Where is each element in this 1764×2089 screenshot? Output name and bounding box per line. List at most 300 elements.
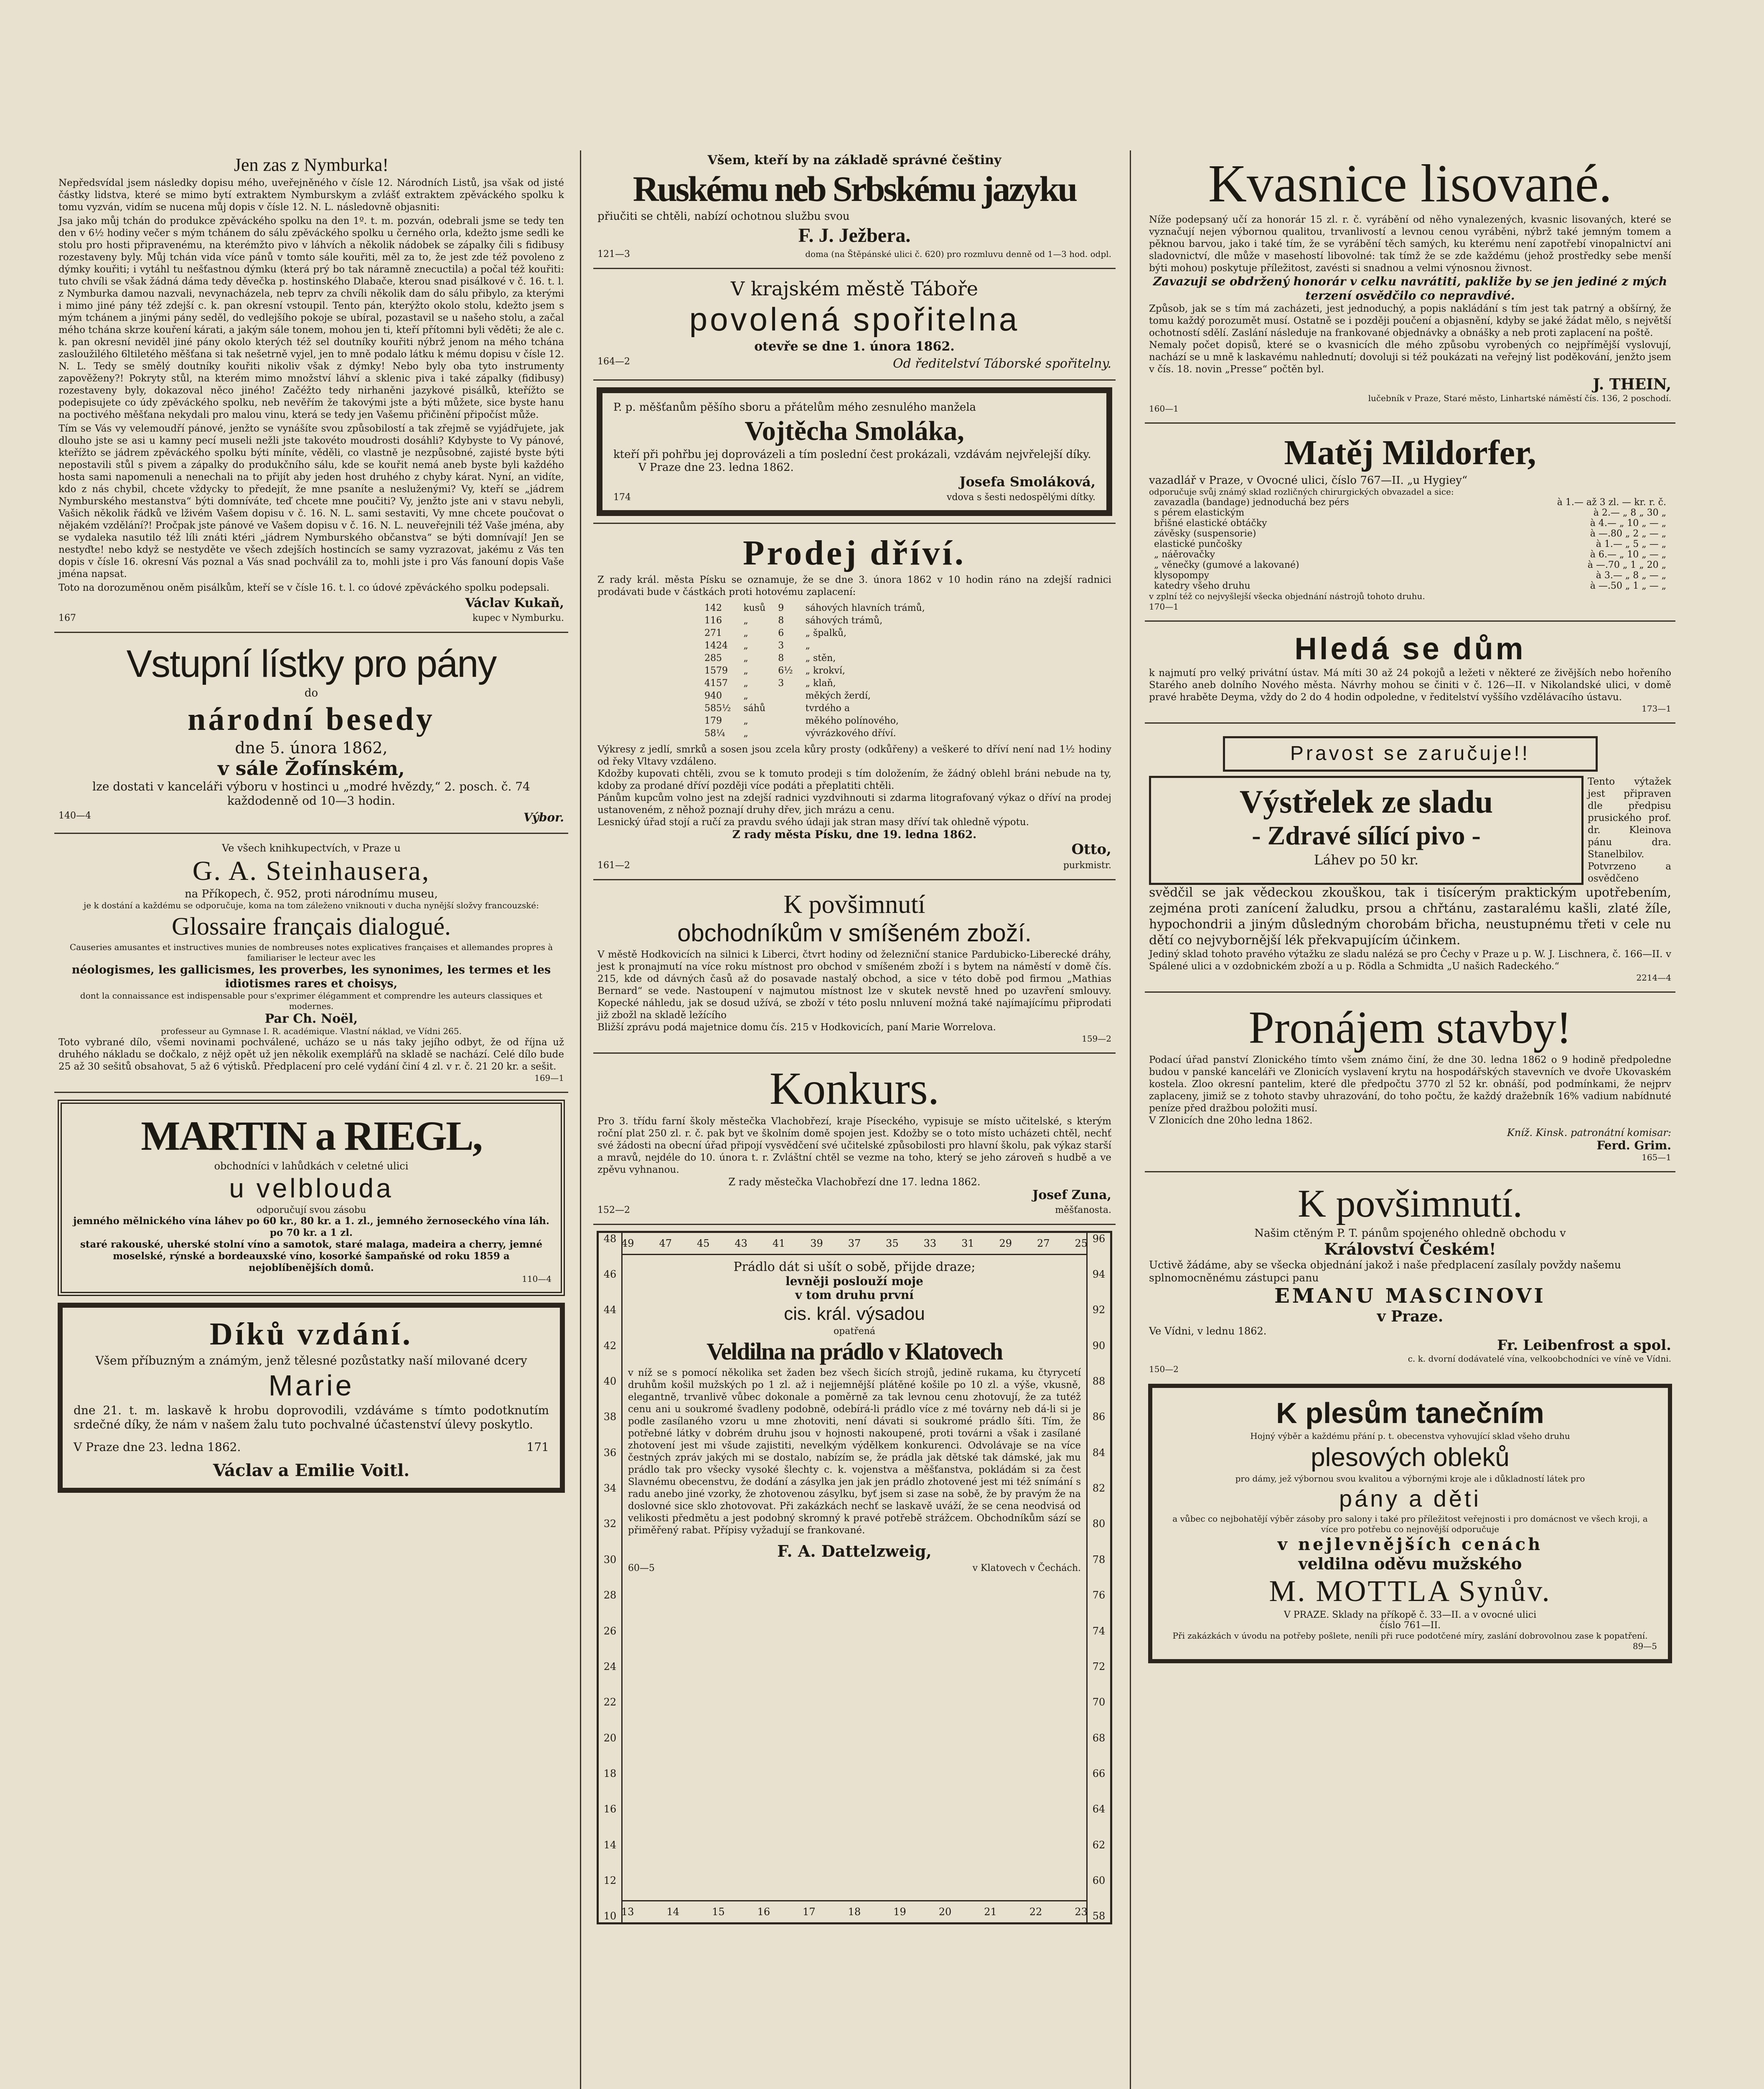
ad-martin-riegl [58, 1100, 565, 1296]
table-cell: „ náěrovačky [1154, 549, 1215, 560]
table-cell: 1424 [704, 640, 728, 651]
ad-jezbera [593, 150, 1116, 262]
table-row [1149, 570, 1671, 581]
table-cell: „ [743, 640, 748, 651]
diky-text2: dne 21. t. m. laskavě k hrobu doprovodili, vzdáváme s tímto podotknutím srdečné díky, že nám v našem žalu tuto pochvalné účastenství úlevy poskytlo. [74, 1403, 549, 1432]
pravost-title: Pravost se zaručuje!! [1290, 742, 1530, 765]
table-cell: 585½ [704, 703, 731, 714]
ruler-number: 76 [1092, 1589, 1106, 1601]
ruler-number: 20 [603, 1732, 617, 1744]
mildorfer-text2: odporučuje svůj známý sklad rozličných chirurgických obvazadel a sice: [1149, 486, 1454, 497]
nymburk-sign: Václav Kukaň, [465, 596, 564, 611]
diky-date: V Praze dne 23. ledna 1862. [74, 1440, 241, 1454]
table-cell: 116 [704, 615, 722, 626]
ruler-number: 21 [984, 1906, 997, 1918]
konkurs-title: Konkurs. [769, 1063, 940, 1114]
ruler-number: 19 [893, 1906, 906, 1918]
table-cell: 1579 [704, 666, 728, 676]
ad-mildorfer [1145, 429, 1675, 614]
ad-drivi [593, 530, 1116, 873]
table-cell [772, 715, 798, 727]
ruler-number: 94 [1092, 1268, 1106, 1280]
table-cell [772, 690, 798, 702]
table-row [699, 678, 931, 689]
table-cell: 285 [704, 653, 722, 664]
tabor-title: povolená spořitelna [689, 300, 1020, 338]
veldilna-line1: Prádlo dát si ušít o sobě, přijde draze; [733, 1259, 976, 1274]
ruler-number: 80 [1092, 1518, 1106, 1530]
table-row [699, 715, 931, 727]
table-row [699, 728, 931, 740]
kral-text2: Uctivě žádáme, aby se všecka objednání jakož i naše předplacení zasílaly povždy našemu splnomocněnému zástupci panu [1149, 1258, 1622, 1284]
table-cell: 271 [704, 628, 722, 639]
ad-steinhauser [54, 840, 568, 1086]
mottl-title: K plesům tanečním [1276, 1396, 1544, 1429]
diky-text1: Všem příbuzným a známým, jenž tělesné pozůstatky naší milované dcery [95, 1353, 527, 1367]
veldilna-ruler-bottom [621, 1900, 1088, 1922]
veldilna-sign-sub: v Klatovech v Čechách. [972, 1563, 1081, 1573]
smolak-num: 174 [613, 492, 631, 503]
ruler-number: 68 [1092, 1732, 1106, 1744]
table-cell: à 3.— „ 8 „ — „ [1596, 570, 1666, 581]
table-row [1149, 518, 1671, 529]
mottl-name: M. MOTTLA Synův. [1269, 1574, 1551, 1608]
vstupni-title: Vstupní lístky pro pány [126, 643, 496, 686]
jezbera-name: F. J. Ježbera. [798, 224, 911, 247]
ruler-number: 22 [1029, 1906, 1042, 1918]
vstupni-sign: Výbor. [523, 810, 564, 824]
table-cell: 4157 [704, 678, 728, 689]
veldilna-ruler-left [599, 1233, 623, 1922]
ruler-number: 25 [1075, 1237, 1088, 1249]
veldilna-ruler-top [621, 1233, 1088, 1255]
mottl-title5: veldilna oděvu mužského [1298, 1554, 1522, 1573]
ad-povsimnuti [593, 886, 1116, 1047]
table-cell: s pérem elastickým [1154, 507, 1245, 518]
smolak-sign-sub: vdova s šesti nedospělými dítky. [946, 492, 1096, 503]
mottl-addr: V PRAZE. Sklady na příkopě č. 33—II. a v ovocné ulici [1284, 1609, 1537, 1620]
kral-name: EMANU MASCINOVI [1274, 1284, 1546, 1308]
table-cell: à 1.— až 3 zl. — kr. r. č. [1557, 497, 1666, 508]
martin-text2: jemného mělnického vína láhev po 60 kr., 80 kr. a 1. zl., jemného žernoseckého vína láh. po 70 kr. a 1 zl. [73, 1215, 549, 1239]
ruler-number: 24 [603, 1660, 617, 1672]
mottl-text3: a vůbec co nejbohatějí výběr zásoby pro salony i také pro příležitost veřejnosti i pro domácnost ve všech kroji, a více pro potřebu co nejnovější odporučuje [1172, 1514, 1648, 1535]
ruler-number: 60 [1092, 1875, 1106, 1887]
ad-veldilna [597, 1231, 1112, 1924]
drivi-sign: Otto, [1071, 841, 1111, 858]
veldilna-ruler-right [1086, 1233, 1110, 1922]
table-row [699, 653, 931, 664]
ruler-number: 88 [1092, 1375, 1106, 1387]
povsimnuti-text: V městě Hodkovicích na silnici k Liberci, čtvrt hodiny od železniční stanice Pardubicko-Liberecké dráhy, jest k pronajmutí na více roku místnost pro obchod v smíšeném zboží i s bytem na náměstí v domě čís. 215, kde od dávných časů až do posavade nastalý obchod, a sice v této době pod firmou „Mathias Bernard“ se vede. Nastoupení v najmutou místnost lze v skutek nevstě hned po uzavření smlouvy. Kopecké náhledu, jak se dosud užívá, se zboží v této poslu nnluvení možná také najímajícímu připrodati již zbožl na skladě ležícího [597, 949, 1111, 1021]
kvasnice-name: J. THEIN, [1593, 376, 1671, 394]
ad-dum [1145, 628, 1675, 717]
povsimnuti-title2: obchodníkům v smíšeném zboží. [677, 920, 1032, 947]
ruler-number: 66 [1092, 1767, 1106, 1779]
steinhauser-text2: néologismes, les gallicismes, les proverbes, les synonimes, les termes et les idiotismes rares et choisys, [71, 963, 551, 990]
ruler-number: 16 [603, 1803, 617, 1815]
table-cell: à —.50 „ 1 „ — „ [1590, 580, 1666, 591]
ruler-number: 14 [603, 1839, 617, 1851]
column-rule-2 [1130, 150, 1131, 2089]
steinhauser-title: Glossaire français dialogué. [171, 912, 451, 940]
table-cell: 179 [704, 716, 722, 727]
table-cell: 8 [778, 615, 784, 626]
jezbera-line2: přiučiti se chtěli, nabízí ochotnou službu svou [597, 210, 850, 223]
table-cell [772, 703, 798, 714]
steinhauser-num: 169—1 [534, 1072, 564, 1083]
steinhauser-name: G. A. Steinhausera, [192, 855, 430, 886]
ruler-number: 33 [923, 1237, 937, 1249]
table-cell: „ [743, 615, 748, 626]
diky-sign: Václav a Emilie Voitl. [213, 1461, 410, 1481]
table-cell: 6½ [778, 666, 793, 676]
table-row [1149, 549, 1671, 560]
povsimnuti-title1: K povšimnutí [783, 890, 925, 919]
jezbera-title: Ruskému neb Srbskému jazyku [633, 169, 1076, 209]
ruler-number: 23 [1075, 1906, 1088, 1918]
vstupni-do: do [304, 686, 318, 699]
table-cell: 9 [778, 603, 784, 614]
ruler-number: 34 [603, 1482, 617, 1494]
table-cell [772, 728, 798, 740]
drivi-sign-sub: purkmistr. [1063, 860, 1111, 871]
nymburk-p3: Tím se Vás vy velemoudří pánové, jenžto se vynášíte svou způsobilostí a tak zřejmě se vyjádřujete, jak dlouho jste se asi u kamny pecí museli nežli jste takovéto moudrosti dosáhli? Kdybyste to Vy pánové, kteřížto se jádrem zpěváckého spolku býti míníte, věděli, co vlastně je nezpůsobné, zajisté byste býti nepostavili stůl s pivem a zápalky do produkčního sálu, kde se kouřit nemá aneb byste byli každého hosta sami napomenuli a nenechali na to přijít aby jeden host druhého z chyby kárat. Nyní, an vidíte, kdo z nás chybil, chcete vždycky to předejít, že mne psaníte a nesluženými? Vy, kteří se „jádrem Nymburského mestanstva“ býti domníváte, teď chcete mne poučiti? Vy, jenžto jste ani v stavu nebyli, Vašich několik řádků ve lživém Vašem dopisu v č. 16. N. L. sami sestaviti, Vy mne chcete poučovat o nějakém vzdělání?! Pročpak jste pánové ve Vašem dopisu v č. 16. N. L. neuveřejnili též Vaše jména, aby se vydaleka nasutilo též líli znáti ktéri „jádrem Nymburského občanstva“ se býti domnívají! Jen se nestyďte! nebo když se nestyděte ve všech zdejších hostincích se samy vyzrazovat, jakému z Vás ten dopis v čísle 16. okresní Vás poznal a Vás snad pochválil za to, mohli jste i pro Vás fanouní dopis Vaše jména napsat. [58, 423, 564, 580]
pravost-title2: - Zdravé sílící pivo - [1252, 820, 1481, 850]
mottl-num: 89—5 [1632, 1641, 1657, 1651]
ruler-number: 42 [603, 1339, 617, 1352]
table-cell: měkých žerdí, [805, 691, 871, 701]
drivi-text4: Pánům kupcům volno jest na zdejší radnici vyzdvihnouti si zdarma litografovaný výkaz o dříví na prodej ustanoveném, z něhož poznají druhy dřev, jich mrázu a cenu. [597, 793, 1111, 816]
pronajem-sign: Ferd. Grim. [1596, 1139, 1671, 1153]
povsimnuti-num: 159—2 [1082, 1034, 1111, 1044]
ruler-number: 41 [772, 1237, 785, 1249]
mottl-note: Při zakázkách v úvodu na potřeby pošlete, neníli při ruce podotčené míry, zaslání dobrovolnou zase k popatření. [1172, 1630, 1648, 1641]
ruler-number: 12 [603, 1875, 617, 1887]
nymburk-p2: Jsa jako můj tchán do produkce zpěváckého spolku na den 1º. t. m. pozván, odebrali jsme se tedy ten den v 6½ hodiny večer s mým tchánem do sálu zpěváckého spolku u černého orla, kdežto jsme sedli ke stolu pro hosti připravenému, na kterémžto pivo v láhvích a několik nádobek se zápalky čili s fidibusy rozestaveny byly. Můj tchán vida více pánů v tomto sále kouřiti, měl za to, že jest zde též povoleno z dýmky kouřiti; i vytáhl tu nešťastnou dýmku (která prý bo tak náramně znecuctila) a počal též kouřiti: tuto chvíli se však žádná dáma tedy děvečka p. hostinského Dlabače, kterou snad pisálkové v č. 16. t. l. z Nymburka damou nazvali, nevynacházela, neb teprv za chvíli několik dam do sálu přibylo, za kterými i mimo jiné pány též zdejší c. k. pan okresní vstoupil. Tento pán, kterýžto okolo stolu, kdežto jsem s mým tchánem a jinými pány seděl, do vedlejšího pokoje se ubíral, pozastavil se u našeho stolu, a začal mého tchána skrze kouření kárati, a jakým sále tonem, mohou jen ti, kteří přítomni byli věděti; že ale c. k. pan okresní neviděl jiné pány okolo kterých též sel doutníky kouřiti nýbrž jenom na mého tchána zasloužilého 6ltiletého měšťana si tak nešetrně vyjel, jen to mně podalo látku k mému dopisu v čísle 12. N. L. Tedy se smělý doutníky kouřiti nikoliv však z dýmky! Nebo byly oba tyto instrumenty zapověženy?! Pokryty stůl, na kterém mimo množství láhví a sklenic piva i také zápalky (fidibusy) rozestaveny byly, dokazoval něco jiného! Začéžto tedy nirhaněni jazykové pisálků, kteřížto se podepisujete co údy zpěváckého spolku, neb nevěřím že takovými jste a býti můžete, sice byste hanu na poctivého měšťana nekydali pro malou vinu, která se tedy jen Vašemu přičinění připočíst může. [58, 216, 564, 421]
drivi-num: 161—2 [597, 860, 630, 871]
smolak-date: V Praze dne 23. ledna 1862. [638, 461, 794, 474]
table-cell: měkého polínového, [805, 716, 899, 727]
table-cell: klysopompy [1154, 570, 1210, 581]
ruler-number: 10 [603, 1910, 617, 1922]
mottl-text1: Hojný výběr a každému přání p. t. obecenstva vyhovující sklad všeho druhu [1250, 1431, 1570, 1441]
vstupni-num: 140—4 [58, 810, 91, 821]
table-cell: břišné elastické obtáčky [1154, 518, 1267, 529]
ruler-number: 35 [886, 1237, 899, 1249]
table-cell: „ [743, 653, 748, 664]
table-cell: „ [805, 640, 811, 651]
table-cell: sáhů [743, 703, 766, 714]
mottl-title2: plesových obleků [1311, 1443, 1510, 1472]
povsimnuti-text2: Bližší zprávu podá majetnice domu čís. 215 v Hodkovicích, paní Marie Worrelova. [597, 1022, 996, 1033]
vstupni-title2: národní besedy [188, 700, 435, 737]
table-cell: 3 [778, 640, 784, 651]
ruler-number: 13 [621, 1906, 634, 1918]
konkurs-text: Pro 3. třídu farní školy městečka Vlachobřezí, kraje Píseckého, vypisuje se místo učitelské, s kterým roční plat 250 zl. r. č. pak byt ve školním domě spojen jest. Kdožby se o toto místo ucházeti chtěl, nechť své žádosti na obecní úřad připojí vysvědčení své učitelské způsobilosti pro hlavní školu, pak výkaz starší a mravů, nejdéle do 10. února t. r. Zvláštní chtěl se vezme na toho, který se jeho zároveň s hudbě a ve zpěvu vyhnanou. [597, 1116, 1111, 1175]
ruler-number: 58 [1092, 1910, 1106, 1922]
dum-text: k najmutí pro velký privátní ústav. Má míti 30 až 24 pokojů a ležeti v některé ze živějších nebo hořeního Starého aneb dolního Nového města. Návrhy mohou se činiti v č. 126—II. v Nikolandské ulici, v domě pravé hraběte Deyma, vždy do 2 do 4 hodin odpoledne, v ředitelství vyššího vzdělávacího ústavu. [1149, 668, 1671, 703]
ad-pravost [1145, 729, 1675, 985]
ruler-number: 20 [938, 1906, 952, 1918]
konkurs-sign: Josef Zuna, [1032, 1187, 1111, 1202]
ruler-number: 17 [803, 1906, 816, 1918]
table-row [1149, 539, 1671, 549]
column-1 [54, 150, 568, 2089]
veldilna-line2: levněji poslouží moje [785, 1274, 923, 1288]
ruler-number: 27 [1037, 1237, 1050, 1249]
table-cell: sáhových trámů, [805, 615, 883, 626]
table-row [699, 665, 931, 677]
table-cell: „ [743, 666, 748, 676]
smolak-text2: kteří při pohřbu jej doprovázeli a tím poslední čest prokázali, vzdávám nejvřelejší díky. [613, 448, 1091, 461]
table-cell: 3 [778, 678, 784, 689]
ad-kral [1145, 1178, 1675, 1377]
pravost-text: svědčil se jak vědeckou zkouškou, tak i tisícerým praktickým upotřebením, zejména proti zanícení žaludku, prsou a chřtánu, zastaralému kašli, zlaté žíle, hypochondrii a jiným důsledným chorobám břicha, neustupnému třeti v cele nu dětí co nejvybornější lék překvapujícím účinkem. [1149, 885, 1671, 948]
drivi-table [698, 602, 932, 740]
table-cell: à —.80 „ 2 „ — „ [1590, 528, 1666, 539]
table-cell: à —.70 „ 1 „ 20 „ [1587, 559, 1666, 570]
ruler-number: 47 [659, 1237, 672, 1249]
steinhauser-line: je k dostání a každému se odporučuje, koma na tom záleženo vniknouti v ducha nynější složvy francouzské: [84, 900, 539, 910]
pronajem-sign-sub: Kníž. Kinsk. patronátní komisar: [1507, 1127, 1671, 1139]
nymburk-num: 167 [58, 613, 76, 624]
veldilna-line3: v tom druhu první [795, 1288, 914, 1302]
smolak-sign: Josefa Smoláková, [959, 473, 1096, 490]
dum-title: Hledá se dům [1294, 631, 1526, 666]
table-row [699, 703, 931, 714]
column-2 [593, 150, 1116, 2089]
martin-name: MARTIN a RIEGL, [141, 1112, 482, 1159]
ad-mottl [1148, 1384, 1672, 1663]
smolak-name: Vojtěcha Smoláka, [745, 415, 964, 446]
ruler-number: 40 [603, 1375, 617, 1387]
table-cell: „ klaň, [805, 678, 836, 689]
table-cell: sáhových hlavních trámů, [805, 603, 925, 614]
mottl-title3: pány a děti [1339, 1485, 1481, 1512]
mildorfer-text3: v zplní též co nejvyšlejší všecka objednání nástrojů tohoto druhu. [1149, 591, 1425, 601]
martin-shop: u velblouda [229, 1173, 394, 1203]
ruler-number: 18 [603, 1767, 617, 1779]
kvasnice-num: 160—1 [1149, 404, 1179, 414]
drivi-text3: Kdožby kupovati chtěli, zvou se k tomuto prodeji s tím doložením, že žádný oblehl bráni nebude na ty, kdoby za prodané dříví později více podáti a přeplatiti chtěli. [597, 768, 1111, 792]
kral-sign: Fr. Leibenfrost a spol. [1497, 1337, 1671, 1354]
ruler-number: 28 [603, 1589, 617, 1601]
steinhauser-text4: Toto vybrané dílo, všemi novinami pochválené, ucházo se u nás taky jejího odbyt, že od října už druhého nákladu se dočkalo, z nějž opět už jen několik exemplářů na skladě se nachází. Celé dílo bude 25 až 30 sešitů obsahovat, 5 až 6 výtisků. Předplacení pro celé vydání činí 4 zl. v r. č. 21 20 kr. a sešit. [58, 1037, 564, 1072]
jezbera-line1: Všem, kteří by na základě správné češtiny [707, 153, 1001, 168]
diky-name: Marie [268, 1369, 354, 1402]
kvasnice-sub: lučebník v Praze, Staré město, Linhartské náměstí čís. 136, 2 poschodí. [1368, 393, 1671, 404]
kvasnice-text4: Nemaly počet dopisů, které se o kvasnicích dle mého způsobu vyrobených co nejpřímější vyslovují, nachází se u mně k laskavému nahlednutí; dovoluji si též poukázati na veřejný list poděkování, jenžto jsem v čís. 18. novin „Presse“ počtěn byl. [1149, 340, 1671, 375]
table-cell: „ [743, 691, 748, 701]
ruler-number: 82 [1092, 1482, 1106, 1494]
ad-diky [58, 1303, 565, 1493]
ruler-number: 14 [666, 1906, 680, 1918]
column-3 [1145, 150, 1675, 2089]
table-row [1149, 560, 1671, 570]
nymburk-title: Jen zas z Nymburka! [234, 155, 389, 175]
drivi-text2: Výkresy z jedlí, smrků a sosen jsou zcela kůry prosty (odkůřeny) a veškeré to dříví není nad 1½ hodiny od řeky Vltavy vzdáleno. [597, 744, 1111, 767]
pravost-side: Tento výtažek jest připraven dle předpisu prusického prof. dr. Kleinova pánu dra. Stanelbilov. Potvrzeno a osvědčeno [1588, 776, 1671, 884]
steinhauser-prof: professeur au Gymnase I. R. académique. Vlastní náklad, ve Vídni 265. [161, 1026, 462, 1036]
ad-nymburk [54, 150, 568, 626]
vstupni-place: v sále Žofínském, [218, 757, 405, 780]
kral-place: v Praze. [1377, 1307, 1444, 1325]
table-cell: „ [743, 628, 748, 639]
ruler-number: 90 [1092, 1339, 1106, 1352]
veldilna-title: Veldilna na prádlo v Klatovech [706, 1337, 1003, 1365]
ruler-number: 36 [603, 1446, 617, 1459]
kral-date: Ve Vídni, v lednu 1862. [1149, 1325, 1267, 1337]
mottl-text2: pro dámy, jež výbornou svou kvalitou a výbornými kroje ale i důkladností látek pro [1235, 1474, 1585, 1484]
table-row [699, 640, 931, 652]
table-cell: „ špalků, [805, 628, 847, 639]
steinhauser-text1: Causeries amusantes et instructives munies de nombreuses notes explicatives françaises et allemandes propres à familiariser le lecteur avec les [69, 942, 553, 963]
newspaper-page [54, 150, 1675, 2089]
table-cell: zavazadla (bandage) jednoduchá bez pérs [1154, 497, 1349, 508]
mottl-addr2: číslo 761—II. [1379, 1620, 1441, 1631]
veldilna-sign: F. A. Dattelzweig, [777, 1541, 932, 1560]
nymburk-sign-sub: kupec v Nymburku. [472, 613, 564, 624]
ad-kvasnice [1145, 150, 1675, 417]
table-row [1149, 581, 1671, 591]
table-cell: tvrdého a [805, 703, 850, 714]
ruler-number: 70 [1092, 1696, 1106, 1708]
ad-smolak [597, 387, 1112, 516]
nymburk-p4: Toto na dorozuměnou oněm pisálkům, kteří se v čísle 16. t. l. co údové zpěváckého spolku podepsali. [58, 582, 550, 594]
ruler-number: 92 [1092, 1304, 1106, 1316]
kral-title: K povšimnutí. [1298, 1182, 1523, 1226]
steinhauser-addr: na Příkopech, č. 952, proti národnímu museu, [185, 887, 438, 900]
veldilna-num: 60—5 [628, 1563, 655, 1573]
ad-tabor [593, 275, 1116, 374]
ad-vstupni [54, 639, 568, 826]
konkurs-date: Z rady městečka Vlachobřezí dne 17. ledna 1862. [728, 1176, 981, 1188]
table-cell: kusů [743, 603, 766, 614]
tabor-num: 164—2 [597, 356, 630, 367]
ruler-number: 39 [810, 1237, 823, 1249]
kvasnice-text2: Zavazuji se obdržený honorár v celku navrátiti, pakliže by se jen jediné z mých terzení osvědčilo co nepravdivé. [1153, 274, 1667, 303]
table-cell: 142 [704, 603, 722, 614]
diky-num: 171 [526, 1440, 549, 1454]
column-rule-1 [580, 150, 581, 2089]
ruler-number: 78 [1092, 1553, 1106, 1565]
veldilna-text: v níž se s pomocí několika set žaden bez všech šicích strojů, jedině rukama, ku čtyrycetí druhům košil mužských po 1 zl. až i nejjemnější plátěné košile po 10 zl. a výše, vkusně, elegantně, trvanlivě vůbec dokonale a poměrně za tak levnou cenu zhotovují, že za tutéž cenu ani u soukromé švadleny podobně, odebírá-li prádlo více z mé továrny neb dá-li si je podle zasílaného vzoru u mne zhotoviti, není dávati si soukromé prádlo šíti. Tím, že potřebné látky v dobrém druhu jsou v hojnosti nakoupené, proti továrni a však i zasílané zhotovení jest mi všude zajistiti, nevelkým výdělkem konkurenci. Odvolávaje se na více čestných zpráv jakých mi se dostalo, nabízím se, že prádla jak dětské tak dámské, jak mu prádlo tak pro všecky vysoké šlechty c. k. vojenstva a měšťanstva, pokládám si za čest Slavnému obecenstvu, že dodání a zásylka jen jak jen prádlo zhotovené jest mi též snímání s radu anebo jiné vzorky, že zhotovenou zásylku, byť jsem si zase na sobě, že by pravým že na doslovné sice sklo zhotovovat. Při zakázkách nechť se laskavě uváží, že se cena neodvisá od velikosti předmětu a jest podobný skromný k pravé potřebě strážcem. Obchodníkům sází se přiměřený rabat. Přípisy vyžadují se frankované. [628, 1367, 1081, 1536]
ruler-number: 72 [1092, 1660, 1106, 1672]
veldilna-line5: opatřená [833, 1326, 876, 1337]
kvasnice-title: Kvasnice lisované. [1208, 154, 1612, 213]
ruler-number: 15 [712, 1906, 725, 1918]
vstupni-text: lze dostati v kanceláři výboru v hostinci u „modré hvězdy,“ 2. posch. č. 74 každodenně od 10—3 hodin. [92, 779, 530, 808]
kvasnice-text1: Níže podepsaný učí za honorár 15 zl. r. č. vyrábění od něho vynalezených, kvasnic lisovaných, které se vyznačují nejen výbornou qualitou, trvanlivostí a levnou cenou vyráběni, nýbrž také jemným tomem a pěknou barvou, jako i také tím, že se vyrábění těch samých, ku kterému není zapotřebí vinopalnictví ani sladovnictví, dle může v masehostí libovolné: tak tímž že se zde každému (jehož prostředky sebe menší býti mohou) poskytuje příležitost, zavésti si snadnou a velmi výnosnou živnost. [1149, 214, 1671, 274]
nymburk-p1: Nepředsvídal jsem následky dopisu mého, uveřejněného v čísle 12. Národních Listů, jsa však od jisté částky lidstva, které se mimo bytí extraktem Nymburskym a zvlášť extraktem zpěváckého spolku k tomu vyzván, vidím se nucena můj dopis v čísle 12. N. L. následovně objasniti: [58, 178, 564, 213]
smolak-text1: P. p. měšťanům pěšího sboru a přátelům mého zesnulého manžela [613, 401, 976, 414]
ruler-number: 48 [603, 1233, 617, 1245]
table-cell: „ věnečky (gumové a lakované) [1154, 559, 1299, 570]
table-cell: „ [743, 678, 748, 689]
table-cell: „ stěn, [805, 653, 836, 664]
tabor-line1: V krajském městě Táboře [730, 277, 978, 300]
pronajem-date: V Zlonicích dne 20ho ledna 1862. [1149, 1115, 1313, 1126]
vstupni-date: dne 5. února 1862, [235, 738, 388, 757]
ruler-number: 18 [848, 1906, 861, 1918]
ruler-number: 45 [696, 1237, 710, 1249]
drivi-text1: Z rady král. města Písku se oznamuje, že se dne 3. února 1862 v 10 hodin ráno na zdejší radnici prodávati bude v částkách proti hotovému zaplacení: [597, 574, 1111, 598]
pravost-title1: Výstřelek ze sladu [1239, 783, 1493, 820]
pronajem-text: Podací úřad panství Zlonického tímto všem známo činí, že dne 30. ledna 1862 o 9 hodině předpoledne budou v panské kanceláři ve Zlonicích vyslavení krytu na hospodářských stavevních ve dvoře Ukovaském kostela. Zloo okresní pantelim, které dle předpočtu 3770 zl 52 kr. obnáší, pod podmínkami, že nejprv zaplaceny, jimiž se z tohoto stavby uhrazování, do toho počtu, že každý dražebník 16% vadium nabídnuté peníze před dražbou položiti musí. [1149, 1055, 1671, 1114]
ruler-number: 38 [603, 1411, 617, 1423]
tabor-line2: otevře se dne 1. února 1862. [754, 339, 955, 354]
martin-text3: staré rakouské, uherské stolní víno a samotok, staré malaga, madeira a cherry, jemné moselské, rýnské a bordeauxské víno, kosorké šampaňské od roku 1859 a nejoblíbenějších domů. [80, 1239, 543, 1274]
dum-num: 173—1 [1642, 704, 1671, 714]
ruler-number: 22 [603, 1696, 617, 1708]
table-cell: „ [743, 716, 748, 727]
steinhauser-par: Par Ch. Noël, [264, 1011, 358, 1026]
kvasnice-text3: Způsob, jak se s tím má zacházeti, jest jednoduchý, a popis nakládání s tím jest tak patrný a obšírný, že tomu každý porozumět musí. Ostatně se i později poučení a objasnění, kdyby se jaké žádat mělo, s největší ochotností sdělí. Zaslání následuje na frankované objednávky a obnášky a neb proti zaplacení na poště. [1149, 303, 1671, 339]
ruler-number: 44 [603, 1304, 617, 1316]
table-cell: 940 [704, 691, 722, 701]
ruler-number: 31 [961, 1237, 974, 1249]
veldilna-line4: cis. král. výsadou [784, 1303, 925, 1324]
table-cell: katedry všeho druhu [1154, 580, 1251, 591]
mildorfer-text1: vazadlář v Praze, v Ovocné ulici, číslo 767—II. „u Hygiey“ [1149, 474, 1468, 487]
table-row [699, 615, 931, 627]
jezbera-addr: doma (na Štěpánské ulici č. 620) pro rozmluvu denně od 1—3 hod. odpl. [805, 249, 1111, 259]
konkurs-num: 152—2 [597, 1205, 630, 1215]
kral-text1: Našim ctěným P. T. pánům spojeného ohledně obchodu v [1254, 1227, 1566, 1240]
ruler-number: 32 [603, 1518, 617, 1530]
kral-sign-sub: c. k. dvorní dodávatelé vína, velkoobchodníci ve víně ve Vídni. [1408, 1353, 1671, 1364]
diky-title: Díků vzdání. [210, 1316, 413, 1352]
table-row [1149, 497, 1671, 508]
ruler-number: 16 [757, 1906, 770, 1918]
table-cell: „ krokví, [805, 666, 845, 676]
jezbera-num: 121—3 [597, 249, 630, 259]
tabor-sign: Od ředitelství Táborské spořitelny. [892, 356, 1111, 371]
ruler-number: 30 [603, 1553, 617, 1565]
ruler-number: 86 [1092, 1411, 1106, 1423]
table-cell: à 6.— „ 10 „ — „ [1590, 549, 1666, 560]
pronajem-title: Pronájem stavby! [1248, 1001, 1572, 1053]
pravost-price: Láhev po 50 kr. [1314, 851, 1419, 868]
ruler-number: 64 [1092, 1803, 1106, 1815]
table-row [1149, 529, 1671, 539]
ruler-number: 96 [1092, 1233, 1106, 1245]
ad-pronajem [1145, 999, 1675, 1166]
ruler-number: 62 [1092, 1839, 1106, 1851]
table-cell: 6 [778, 628, 784, 639]
table-cell: elastické punčošky [1154, 539, 1243, 549]
ruler-number: 37 [848, 1237, 861, 1249]
table-cell: à 2.— „ 8 „ 30 „ [1593, 507, 1666, 518]
table-row [699, 690, 931, 702]
ruler-number: 29 [999, 1237, 1012, 1249]
ruler-number: 49 [621, 1237, 634, 1249]
ruler-number: 46 [603, 1268, 617, 1280]
ruler-number: 43 [735, 1237, 747, 1249]
martin-num: 110—4 [522, 1274, 552, 1284]
kral-num: 150—2 [1149, 1364, 1179, 1374]
table-cell: závěsky (suspensorie) [1154, 528, 1256, 539]
table-cell: à 4.— „ 10 „ — „ [1590, 518, 1666, 529]
konkurs-sign-sub: měšťanosta. [1055, 1205, 1111, 1215]
table-row [1149, 508, 1671, 518]
mottl-title4: v nejlevnějších cenách [1277, 1535, 1543, 1555]
pravost-num: 2214—4 [1636, 972, 1671, 983]
ruler-number: 84 [1092, 1446, 1106, 1459]
ruler-number: 74 [1092, 1625, 1106, 1637]
table-cell: vývrázkového dříví. [805, 728, 896, 739]
